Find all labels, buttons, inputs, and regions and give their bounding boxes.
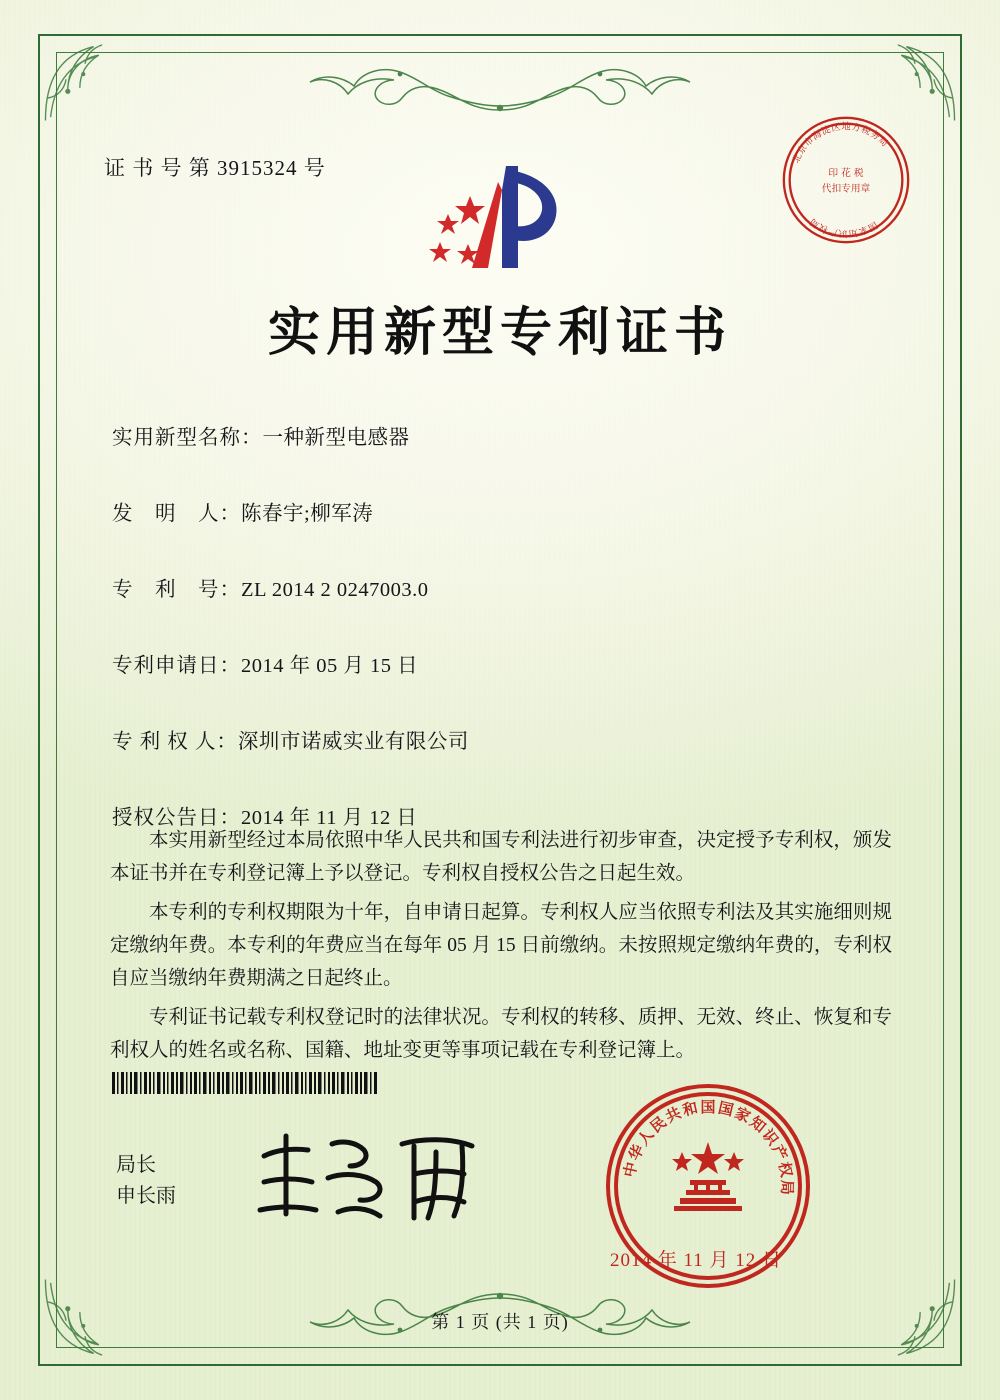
director-label: 局长 xyxy=(116,1154,156,1176)
svg-text:和: 和 xyxy=(680,1098,700,1120)
field-value: 一种新型电感器 xyxy=(262,427,410,449)
svg-text:区: 区 xyxy=(830,121,842,135)
field-patent-number xyxy=(112,572,888,602)
barcode xyxy=(112,1072,380,1094)
svg-text:务: 务 xyxy=(868,128,882,143)
svg-text:市: 市 xyxy=(802,134,817,150)
svg-text:产: 产 xyxy=(827,224,839,238)
svg-text:局: 局 xyxy=(777,1179,797,1196)
field-application-date xyxy=(112,648,888,678)
svg-text:局: 局 xyxy=(875,134,890,150)
svg-text:代扣专用章: 代扣专用章 xyxy=(821,183,871,195)
field-value: 2014 年 05 月 15 日 xyxy=(241,655,419,677)
field-label: 实用新型名称： xyxy=(112,427,263,449)
certificate-fields xyxy=(112,420,888,876)
svg-text:人: 人 xyxy=(634,1125,658,1149)
svg-text:共: 共 xyxy=(662,1103,685,1127)
field-label: 发 明 人： xyxy=(112,503,241,525)
svg-text:国: 国 xyxy=(700,1098,716,1116)
svg-text:民: 民 xyxy=(646,1112,670,1137)
field-label: 专利申请日： xyxy=(112,655,241,677)
page-title: 实用新型专利证书 xyxy=(267,302,732,363)
sipo-logo-icon xyxy=(410,160,590,280)
svg-text:知: 知 xyxy=(848,226,859,239)
director-name: 申长雨 xyxy=(116,1185,176,1207)
field-value: ZL 2014 2 0247003.0 xyxy=(241,579,429,601)
svg-text:国: 国 xyxy=(865,218,880,233)
page-number: 第 1 页 (共 1 页) xyxy=(431,1312,569,1332)
field-inventor xyxy=(112,496,888,526)
certificate-number: 证 书 号 第 3915324 号 xyxy=(104,156,326,180)
svg-text:京: 京 xyxy=(795,142,810,157)
tax-stamp-seal xyxy=(778,112,914,248)
svg-text:权: 权 xyxy=(774,1160,796,1179)
field-utility-model-name xyxy=(112,420,888,450)
svg-text:产: 产 xyxy=(768,1142,791,1164)
svg-text:家: 家 xyxy=(731,1103,754,1127)
field-label: 专 利 号： xyxy=(112,579,241,601)
svg-text:方: 方 xyxy=(850,121,862,135)
svg-text:税: 税 xyxy=(859,124,873,138)
svg-text:局: 局 xyxy=(807,215,822,231)
legal-paragraph-3: 专利证书记载专利权登记时的法律状况。专利权的转移、质押、无效、终止、恢复和专利权人的姓名或名称、国籍、地址变更等事项记载在专利登记簿上。 xyxy=(110,1007,892,1061)
svg-text:淀: 淀 xyxy=(819,124,833,138)
svg-text:北: 北 xyxy=(790,151,805,165)
svg-text:知: 知 xyxy=(746,1112,770,1137)
corner-ornament-top-left xyxy=(42,38,128,124)
legal-body-text xyxy=(110,824,892,1073)
svg-text:华: 华 xyxy=(625,1142,648,1164)
svg-text:识: 识 xyxy=(758,1125,782,1149)
top-scroll-ornament xyxy=(290,62,710,118)
director-block xyxy=(116,1150,176,1212)
svg-text:权: 权 xyxy=(817,221,831,235)
svg-text:海: 海 xyxy=(810,128,824,143)
legal-paragraph-1: 本实用新型经过本局依照中华人民共和国专利法进行初步审查，决定授予专利权，颁发本证书并在专利登记簿上予以登记。专利权自授权公告之日起生效。 xyxy=(110,830,892,884)
legal-paragraph-2: 本专利的专利权期限为十年，自申请日起算。专利权人应当依照专利法及其实施细则规定缴纳年费。本专利的年费应当在每年 05 月 15 日前缴纳。未按照规定缴纳年费的，专利权自应当缴纳年费期满之日起终止。 xyxy=(110,902,892,989)
field-value: 陈春宇;柳军涛 xyxy=(241,503,374,525)
field-patentee xyxy=(112,724,888,754)
svg-text:印 花 税: 印 花 税 xyxy=(828,168,864,180)
field-value: 2014 年 11 月 12 日 xyxy=(241,807,418,829)
handwritten-signature xyxy=(246,1122,506,1232)
field-label: 授权公告日： xyxy=(112,807,241,829)
seal-date: 2014 年 11 月 12 日 xyxy=(609,1250,782,1271)
svg-text:中: 中 xyxy=(620,1160,642,1179)
svg-text:国: 国 xyxy=(716,1098,736,1120)
svg-text:识: 识 xyxy=(838,227,849,239)
field-label: 专 利 权 人： xyxy=(112,731,238,753)
svg-text:家: 家 xyxy=(857,223,870,237)
field-value: 深圳市诺威实业有限公司 xyxy=(237,731,469,753)
svg-text:地: 地 xyxy=(841,121,851,133)
